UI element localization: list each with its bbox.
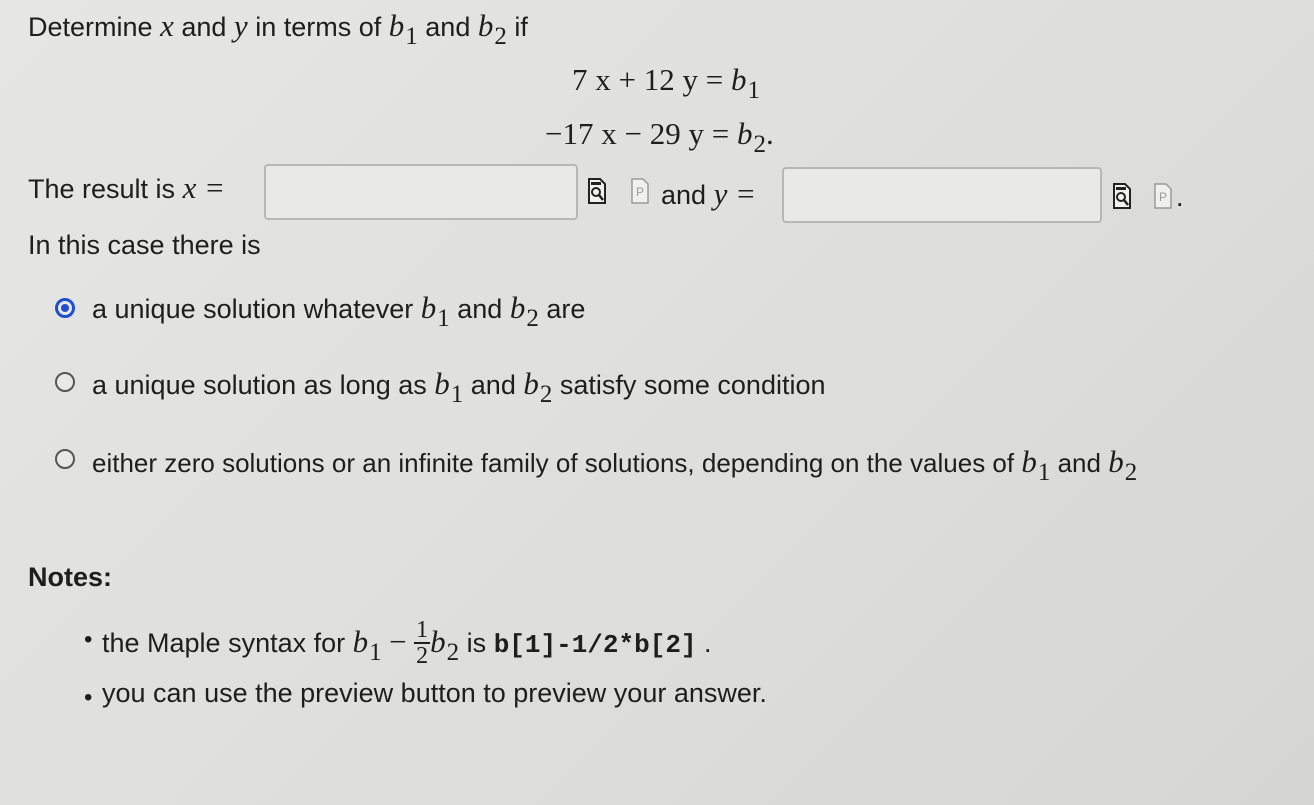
result-prefix-text: The result is <box>28 174 176 204</box>
eq2-tail: . <box>765 116 774 151</box>
note1-is: is <box>466 628 487 659</box>
opt1-b1: b <box>420 290 437 325</box>
option-unique-label <box>92 290 586 332</box>
radio-option-zero-or-infinite[interactable] <box>55 449 75 469</box>
note1-sub1: 1 <box>369 639 382 667</box>
question-intro: Determine <box>28 12 153 42</box>
note1-sub2: 2 <box>446 639 460 667</box>
opt1-and: and <box>457 294 503 324</box>
y-answer-input[interactable] <box>782 167 1102 223</box>
svg-text:P: P <box>1158 190 1168 204</box>
note1-minus: − <box>389 624 407 660</box>
bullet-1: • <box>84 626 93 653</box>
opt3-sub2: 2 <box>1124 459 1138 486</box>
eq1-rhs: b <box>730 62 747 97</box>
radio-option-unique[interactable] <box>55 298 75 318</box>
question-line <box>28 8 528 50</box>
sub-2: 2 <box>494 23 507 50</box>
opt3-sub1: 1 <box>1037 459 1051 486</box>
result-and-text: and <box>661 180 707 210</box>
frac-den: 2 <box>416 643 429 669</box>
note-maple-syntax <box>102 617 712 670</box>
opt3-pre: either zero solutions or an infinite family of solutions, depending on the values of <box>92 448 1015 478</box>
equation-2 <box>545 116 774 158</box>
frac-num: 1 <box>416 617 429 643</box>
note1-b2: b <box>430 624 446 660</box>
equation-1 <box>572 62 760 104</box>
opt3-b2: b <box>1108 444 1124 479</box>
paste-icon-y[interactable] <box>1153 183 1173 209</box>
note1-pre: the Maple syntax for <box>102 628 346 659</box>
opt1-sub2: 2 <box>526 305 539 332</box>
case-heading: In this case there is <box>28 230 261 260</box>
opt1-post: are <box>546 294 586 324</box>
if-text: if <box>514 12 528 42</box>
opt2-and: and <box>470 370 516 400</box>
and-text: and <box>181 12 227 42</box>
note1-end: . <box>704 628 712 659</box>
option-conditional-label <box>92 366 826 408</box>
fraction-one-half <box>414 618 430 668</box>
var-b1: b <box>388 8 405 43</box>
notes-heading: Notes: <box>28 562 113 592</box>
preview-icon[interactable] <box>587 178 607 204</box>
preview-icon-y[interactable] <box>1112 183 1132 209</box>
opt2-b2: b <box>523 366 539 401</box>
in-terms-text: in terms of <box>255 12 382 42</box>
y-equals-label: y = <box>713 176 757 211</box>
eq2-rhs: b <box>736 116 753 151</box>
opt1-sub1: 1 <box>437 305 450 332</box>
opt3-and: and <box>1057 448 1101 478</box>
eq1-lhs: 7 x + 12 y = <box>572 62 731 97</box>
eq2-lhs: −17 x − 29 y = <box>545 116 737 151</box>
svg-text:P: P <box>635 185 645 199</box>
opt2-pre: a unique solution as long as <box>92 370 427 400</box>
eq1-sub: 1 <box>747 77 760 104</box>
x-answer-input[interactable] <box>264 164 578 220</box>
y-label-group <box>661 176 756 212</box>
and-text-2: and <box>425 12 471 42</box>
radio-option-conditional[interactable] <box>55 372 75 392</box>
opt2-b1: b <box>434 366 450 401</box>
opt1-pre: a unique solution whatever <box>92 294 414 324</box>
var-y: y <box>233 8 248 43</box>
opt3-b1: b <box>1021 444 1037 479</box>
opt2-sub2: 2 <box>539 381 553 408</box>
opt1-b2: b <box>509 290 526 325</box>
eq2-sub: 2 <box>753 131 766 158</box>
paste-icon[interactable] <box>630 178 650 204</box>
note1-b1: b <box>352 624 369 660</box>
opt2-post: satisfy some condition <box>559 370 826 400</box>
maple-code: b[1]-1/2*b[2] <box>493 630 697 661</box>
x-equals-label: x = <box>182 170 226 205</box>
note-preview-button: you can use the preview button to preview your answer. <box>102 678 767 708</box>
sub-1: 1 <box>405 23 418 50</box>
result-prefix <box>28 170 225 206</box>
bullet-2: • <box>84 684 93 711</box>
var-x: x <box>160 8 174 43</box>
opt2-sub1: 1 <box>450 381 464 408</box>
var-b2: b <box>477 8 494 43</box>
option-zero-infinite-label <box>92 444 1138 486</box>
result-period: . <box>1176 182 1184 212</box>
